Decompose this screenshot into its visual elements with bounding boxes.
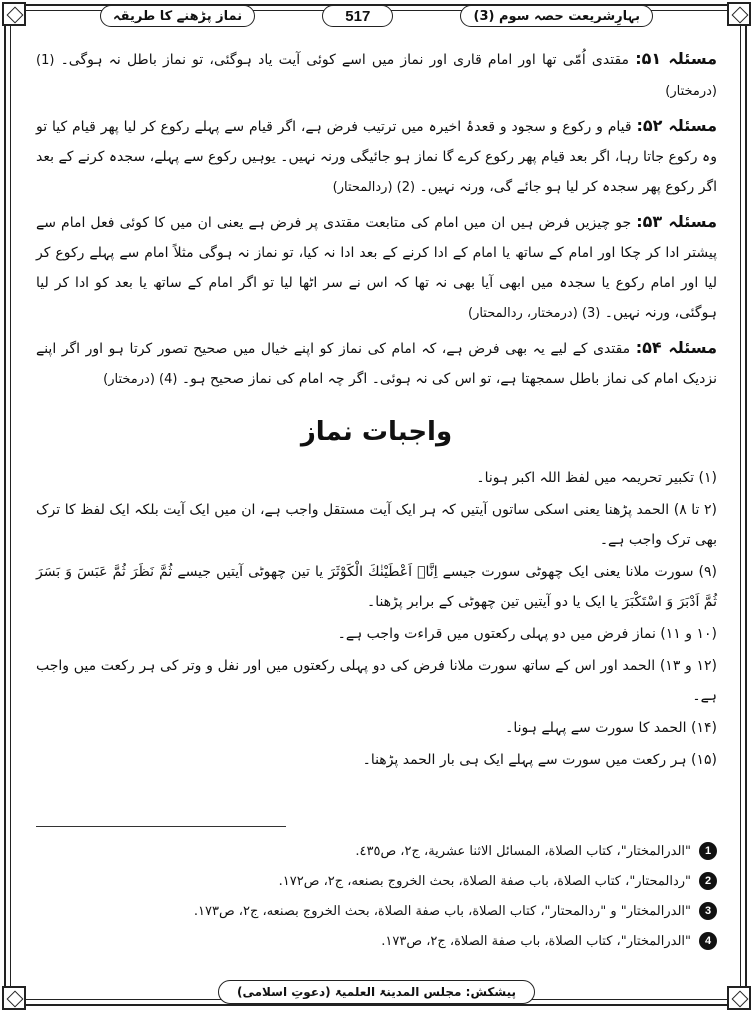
- book-title: بہارِشریعت حصہ سوم (3): [460, 5, 653, 27]
- masala-label: مسئلہ ۵۳:: [636, 212, 717, 231]
- corner-ornament: [727, 2, 751, 26]
- corner-ornament: [2, 2, 26, 26]
- wajib-item: (۱۵) ہر رکعت میں سورت سے پہلے ایک ہی بار الحمد پڑھنا۔: [362, 752, 717, 768]
- page-number: 517: [322, 5, 393, 27]
- footnotes: [36, 836, 717, 956]
- footnote-number: 2: [699, 872, 717, 890]
- masala-text: قیام و رکوع و سجود و قعدۂ اخیرہ میں ترتیب فرض ہے، اگر قیام سے پہلے رکوع کر لیا پھر قیام کیا تو وہ رکوع جاتا رہا، اگر بعد قیام پھر رکوع کرے گا نماز ہو جائیگی ورنہ نہیں۔ یوہیں رکوع سے پہلے، سجدہ کرنے کے بعد اگر رکوع پھر سجدہ کر لیا ہو جائے گی، ورنہ نہیں۔: [36, 119, 717, 195]
- footnote-number: 1: [699, 842, 717, 860]
- masala-label: مسئلہ ۵۲:: [636, 116, 717, 135]
- publisher-note: (دعوتِ اسلامی): [236, 985, 331, 999]
- masala-text: مقتدی اُمّی تھا اور امام قاری اور نماز میں اسے کوئی آیت یاد ہوگئی، تو نماز باطل نہ ہوگی۔: [60, 52, 630, 68]
- footnote-text: "الدرالمختار"، كتاب الصلاة، المسائل الاثنا عشرية، ج٢، ص٤٣٥.: [355, 843, 691, 859]
- footnote-number: 3: [699, 902, 717, 920]
- footnote: [36, 926, 717, 956]
- masala-label: مسئلہ ۵۱:: [635, 49, 718, 68]
- masala-54: [36, 333, 717, 395]
- page-header: [100, 4, 653, 28]
- masala-text: جو چیزیں فرض ہیں ان میں امام کی متابعت مقتدی پر فرض ہے یعنی ان میں کا کوئی فعل امام سے پیشتر ادا کر چکا اور امام کے ساتھ یا امام کے ادا کرنے کے بعد ادا نہ کیا، تو نماز نہ ہوگی مثلاً امام سے پہلے رکوع کر لیا اور امام رکوع یا سجدہ میں ابھی آیا بھی نہ تھا کہ اس نے سر اٹھا لیا تو اگر امام کے ساتھ یا بعد کو ادا کر لیا ہوگئی، ورنہ نہیں۔: [36, 215, 717, 321]
- footnote-divider: [36, 826, 286, 827]
- wajib-item: (۹) سورت ملانا یعنی ایک چھوٹی سورت جیسے اِنَّاۤ اَعْطَیْنٰكَ الْكَوْثَرَ یا تین چھوٹی آیتیں جیسے ثُمَّ نَظَرَ ثُمَّ عَبَسَ وَ بَسَرَ ثُمَّ اَدْبَرَ وَ اسْتَكْبَرَ یا ایک یا دو آیتیں تین چھوٹی کے برابر پڑھنا۔: [36, 564, 717, 610]
- publisher-box: [218, 980, 535, 1004]
- masala-53: [36, 207, 717, 329]
- presented-by-label: پیشکش:: [465, 985, 516, 999]
- footnote: [36, 896, 717, 926]
- wajib-item: (۱۴) الحمد کا سورت سے پہلے ہونا۔: [505, 720, 717, 736]
- wajib-item: (۲ تا ۸) الحمد پڑھنا یعنی اسکی ساتوں آیتیں کہ ہر ایک آیت مستقل واجب ہے، ان میں ایک آیت بلکہ ایک لفظ کا ترک بھی ترک واجب ہے۔: [36, 502, 717, 548]
- publisher-name: مجلس المدینۃ العلمیۃ: [334, 985, 462, 999]
- masala-reference: (1) (درمختار): [36, 53, 717, 99]
- masala-text: مقتدی کے لیے یہ بھی فرض ہے، کہ امام کی نماز کو اپنے خیال میں صحیح تصور کرتا ہو اور اگر اپنے نزدیک امام کی نماز باطل سمجھتا ہے، تو اس کی نہ ہوئی۔ اگر چہ امام کی نماز صحیح ہو۔: [36, 341, 717, 387]
- masala-51: [36, 44, 717, 107]
- footnote: [36, 866, 717, 896]
- wajib-item: (۱۰ و ۱۱) نماز فرض میں دو پہلی رکعتوں میں قراءت واجب ہے۔: [337, 626, 717, 642]
- chapter-title: نماز پڑھنے کا طریقہ: [100, 5, 255, 27]
- footnote-text: "ردالمحتار"، كتاب الصلاة، باب صفة الصلاة، بحث الخروج بصنعه، ج٢، ص١٧٢.: [278, 873, 691, 889]
- main-content: [36, 44, 717, 777]
- footnote: [36, 836, 717, 866]
- masala-label: مسئلہ ۵۴:: [635, 338, 717, 357]
- wajib-item: (۱۲ و ۱۳) الحمد اور اس کے ساتھ سورت ملانا فرض کی دو پہلی رکعتوں میں اور نفل و وتر کی ہر رکعت میں واجب ہے۔: [36, 658, 717, 704]
- footnote-text: "الدرالمختار" و "ردالمحتار"، كتاب الصلاة، باب صفة الصلاة، بحث الخروج بصنعه، ج٢، ص١٧٣.: [193, 903, 691, 919]
- masala-52: [36, 111, 717, 203]
- footnote-text: "الدرالمختار"، كتاب الصلاة، باب صفة الصلاة، ج٢، ص١٧٣.: [381, 933, 691, 949]
- masala-reference: (2) (ردالمحتار): [332, 180, 416, 195]
- wajib-item: (۱) تکبیر تحریمہ میں لفظ اللہ اکبر ہونا۔: [476, 470, 717, 486]
- page-footer: [0, 980, 753, 1004]
- section-heading: واجبات نماز: [300, 417, 453, 447]
- masala-reference: (3) (درمختار، ردالمحتار): [468, 306, 601, 321]
- footnote-number: 4: [699, 932, 717, 950]
- masala-reference: (4) (درمختار): [103, 372, 178, 387]
